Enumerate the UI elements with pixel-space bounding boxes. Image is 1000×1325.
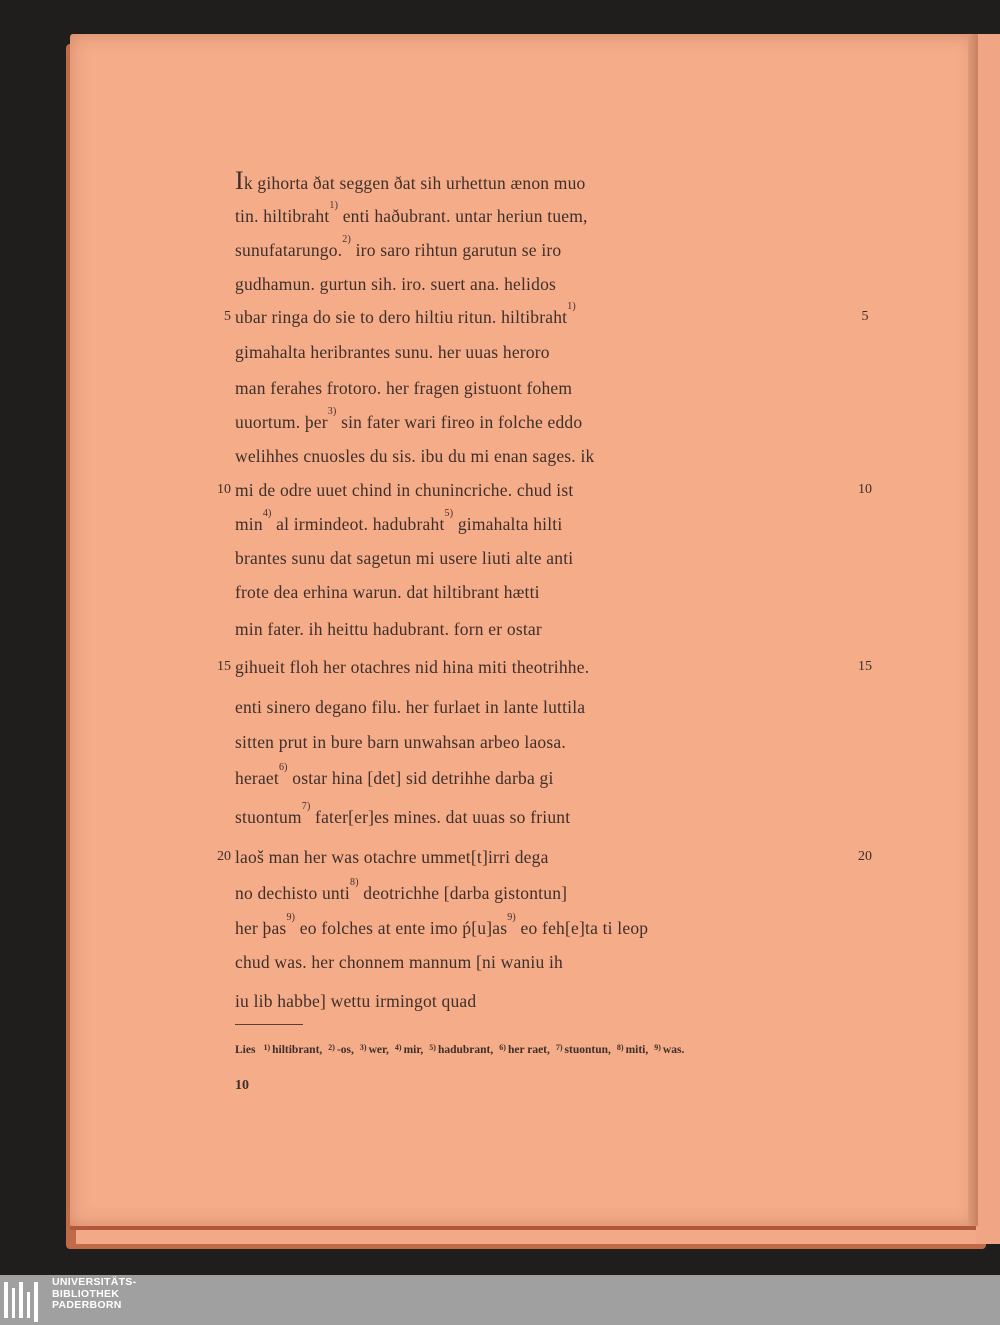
- footnote-text: stuontun,: [564, 1044, 611, 1056]
- line-text: uuortum. þer: [235, 412, 328, 432]
- poem-line: [235, 373, 572, 403]
- footnote-reference: 8): [350, 877, 359, 888]
- library-footer-bar: [0, 1275, 1000, 1325]
- line-text: mi de odre uuet chind in chunincriche. chud ist: [235, 480, 574, 500]
- line-text: min: [235, 514, 263, 534]
- footnote-text: hiltibrant,: [272, 1044, 323, 1056]
- footnote: [235, 1042, 684, 1059]
- line-text: laoš man her was otachre ummet[t]irri dega: [235, 847, 549, 867]
- line-number-right: 15: [858, 659, 872, 674]
- line-text: gihueit floh her otachres nid hina miti theotrihhe.: [235, 657, 590, 677]
- footnote-marker: 4): [394, 1043, 402, 1052]
- poem-line: [235, 337, 550, 367]
- poem-line: [235, 168, 586, 198]
- footnote-text: hadubrant,: [437, 1044, 494, 1056]
- line-text: al irmindeot. hadubraht: [271, 514, 445, 534]
- page-gutter: [968, 34, 978, 1226]
- initial-letter: I: [235, 166, 244, 195]
- library-name-line: BIBLIOTHEK: [52, 1287, 120, 1300]
- footnote-marker: 1): [263, 1043, 271, 1052]
- footnote-marker: 9): [654, 1043, 661, 1052]
- footnote-marker: 2): [328, 1043, 335, 1052]
- poem-line: [235, 302, 576, 332]
- footnote-divider: [235, 1024, 303, 1025]
- footnote-reference: 9): [507, 912, 516, 923]
- line-text: heraet: [235, 768, 279, 788]
- footnote-marker: 7): [555, 1043, 563, 1052]
- line-number-right: 5: [861, 309, 869, 324]
- line-text: no dechisto unti: [235, 883, 350, 903]
- poem-line: [235, 509, 562, 539]
- line-number-right: 20: [858, 849, 872, 864]
- adjacent-page-edge: [976, 34, 1000, 1244]
- line-text: eo folches at ente imo ṕ[u]as: [295, 918, 508, 938]
- footnote-text: mir,: [403, 1044, 424, 1056]
- footnote-lead: Lies: [235, 1044, 256, 1056]
- footnote-text: wer,: [368, 1044, 389, 1056]
- line-text: sunufatarungo.: [235, 240, 343, 260]
- page-underlayer: [76, 1230, 976, 1244]
- line-text: man ferahes frotoro. her fragen gistuont fohem: [235, 378, 573, 398]
- line-number-left: 20: [217, 849, 231, 864]
- line-text: sin fater wari fireo in folche eddo: [336, 412, 583, 432]
- footnote-marker: 6): [499, 1043, 506, 1052]
- line-text: brantes sunu dat sagetun mi usere liuti alte anti: [235, 548, 574, 568]
- footnote-text: miti,: [625, 1044, 649, 1056]
- poem-line: [235, 475, 573, 505]
- poem-line: [235, 441, 594, 471]
- poem-line: [235, 543, 573, 573]
- footnote-marker: 5): [429, 1043, 436, 1052]
- line-number-left: 15: [217, 659, 231, 674]
- poem-line: [235, 842, 549, 872]
- poem-line: [235, 614, 542, 644]
- poem-line: [235, 947, 563, 977]
- line-text: enti sinero degano filu. her furlaet in lante luttila: [235, 697, 586, 717]
- line-number-left: 5: [224, 309, 231, 324]
- poem-line: [235, 878, 567, 908]
- footnote-reference: 2): [342, 234, 352, 245]
- line-text: enti haðubrant. untar heriun tuem,: [338, 206, 588, 226]
- line-number-left: 10: [217, 482, 231, 497]
- line-text: gimahalta heribrantes sunu. her uuas heroro: [235, 342, 550, 362]
- footnote-reference: 1): [567, 301, 576, 312]
- line-text: stuontum: [235, 807, 302, 827]
- poem-line: [235, 407, 582, 437]
- library-name-line: UNIVERSITÄTS-: [52, 1276, 137, 1288]
- library-logo-icon: [2, 1280, 46, 1322]
- line-text: iro saro rihtun garutun se iro: [351, 240, 562, 260]
- footnote-reference: 1): [329, 200, 339, 211]
- poem-line: [235, 986, 476, 1016]
- poem-line: [235, 652, 589, 682]
- line-text: min fater. ih heittu hadubrant. forn er ostar: [235, 619, 542, 639]
- poem-line: [235, 727, 566, 757]
- line-text: her þas: [235, 918, 287, 938]
- line-text: deotrichhe [darba gistontun]: [358, 883, 568, 903]
- poem-line: [235, 913, 648, 943]
- poem-line: [235, 802, 570, 832]
- library-name: [52, 1277, 136, 1312]
- footnote-reference: 3): [327, 406, 337, 417]
- poem-line: [235, 269, 556, 299]
- line-text: tin. hiltibraht: [235, 206, 330, 226]
- footnote-reference: 4): [262, 508, 272, 519]
- poem-line: [235, 763, 554, 793]
- footnote-reference: 6): [278, 762, 288, 773]
- footnote-text: was.: [662, 1044, 685, 1056]
- line-text: gudhamun. gurtun sih. iro. suert ana. helidos: [235, 274, 557, 294]
- library-name-line: PADERBORN: [52, 1299, 122, 1311]
- poem-line: [235, 577, 540, 607]
- footnote-marker: 8): [616, 1043, 624, 1052]
- poem-line: [235, 692, 585, 722]
- line-number-right: 10: [858, 482, 872, 497]
- poem-line: [235, 235, 561, 265]
- poem-line: [235, 201, 588, 231]
- footnote-reference: 5): [444, 508, 454, 519]
- line-text: sitten prut in bure barn unwahsan arbeo laosa.: [235, 732, 566, 752]
- line-text: ostar hina [det] sid detrihhe darba gi: [287, 768, 554, 788]
- line-text: welihhes cnuosles du sis. ibu du mi enan sages. ik: [235, 446, 595, 466]
- line-text: frote dea erhina warun. dat hiltibrant hætti: [235, 582, 540, 602]
- footnote-text: -os,: [336, 1044, 354, 1056]
- line-text: ubar ringa do sie to dero hiltiu ritun. hiltibraht: [235, 307, 568, 327]
- line-text: chud was. her chonnem mannum [ni waniu ih: [235, 952, 563, 972]
- page-number: 10: [235, 1078, 249, 1093]
- footnote-reference: 9): [286, 912, 296, 923]
- line-text: k gihorta ðat seggen ðat sih urhettun ænon muo: [243, 173, 586, 193]
- footnote-text: her raet,: [507, 1044, 550, 1056]
- line-text: gimahalta hilti: [453, 514, 563, 534]
- line-text: fater[er]es mines. dat uuas so friunt: [310, 807, 571, 827]
- footnote-marker: 3): [359, 1043, 367, 1052]
- line-text: iu lib habbe] wettu irmingot quad: [235, 991, 477, 1011]
- footnote-reference: 7): [301, 801, 311, 812]
- line-text: eo feh[e]ta ti leop: [515, 918, 649, 938]
